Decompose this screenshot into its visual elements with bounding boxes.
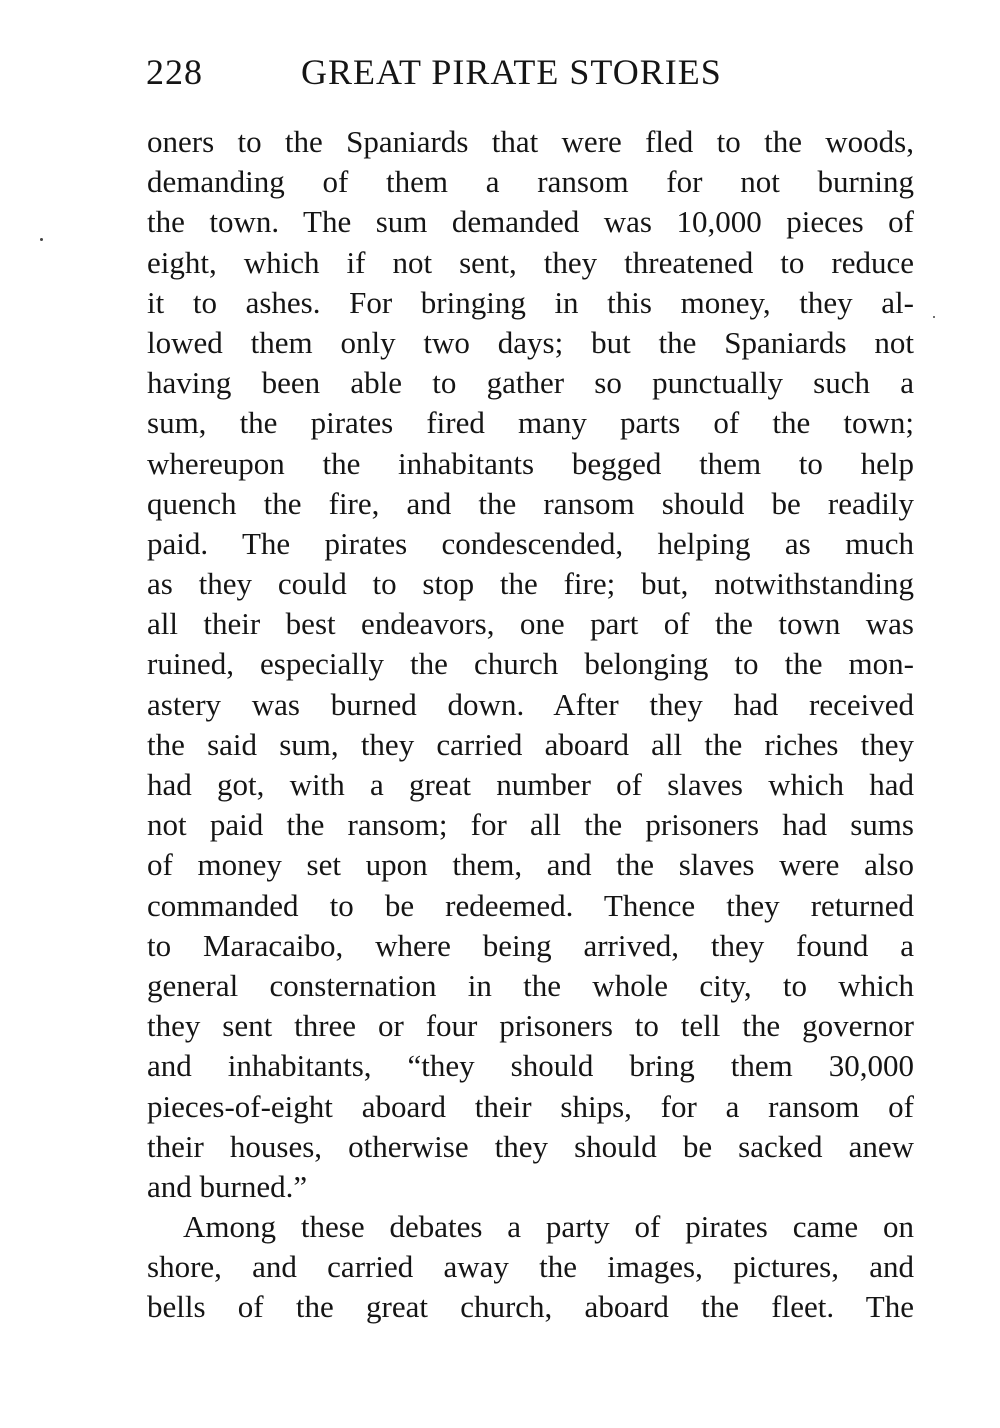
text-line: astery was burned down. After they had received [147, 686, 914, 722]
text-line: lowed them only two days; but the Spaniards not [147, 324, 914, 360]
text-line: not paid the ransom; for all the prisoners had sums [147, 807, 914, 843]
text-line: oners to the Spaniards that were fled to the woods, [147, 124, 914, 159]
text-line: Among these debates a party of pirates came on [183, 1209, 914, 1245]
text-line: having been able to gather so punctually such a [147, 365, 914, 401]
text-line: general consternation in the whole city, to which [147, 967, 914, 1003]
text-line: as they could to stop the fire; but, notwithstanding [147, 566, 914, 602]
text-line: had got, with a great number of slaves which had [147, 767, 914, 802]
text-line: ruined, especially the church belonging to the mon- [147, 646, 914, 682]
text-line: of money set upon them, and the slaves were also [147, 847, 914, 883]
text-line: quench the fire, and the ransom should be readily [147, 485, 914, 521]
text-line: demanding of them a ransom for not burning [147, 164, 914, 200]
text-line: bells of the great church, aboard the fleet. The [147, 1289, 914, 1325]
text-line: whereupon the inhabitants begged them to help [147, 445, 914, 481]
running-head [146, 49, 916, 95]
paragraph-2 [147, 1207, 914, 1328]
paragraph-1 [147, 122, 914, 1207]
text-line: the town. The sum demanded was 10,000 pieces of [147, 204, 914, 240]
text-line: their houses, otherwise they should be sacked anew [147, 1128, 914, 1164]
text-line: shore, and carried away the images, pictures, and [147, 1249, 914, 1285]
text-line: the said sum, they carried aboard all the riches they [147, 726, 914, 762]
text-line: commanded to be redeemed. Thence they returned [147, 887, 914, 923]
text-line: eight, which if not sent, they threatened to reduce [147, 244, 914, 280]
text-line: and inhabitants, “they should bring them 30,000 [147, 1048, 914, 1084]
text-line: pieces-of-eight aboard their ships, for a ransom of [147, 1088, 914, 1124]
running-title: GREAT PIRATE STORIES [301, 52, 722, 92]
text-line: sum, the pirates fired many parts of the town; [147, 405, 914, 441]
text-line: to Maracaibo, where being arrived, they found a [147, 927, 914, 963]
text-line: paid. The pirates condescended, helping as much [147, 525, 914, 561]
scan-speck [933, 316, 935, 318]
scan-speck [40, 238, 43, 241]
text-line: all their best endeavors, one part of the town was [147, 606, 914, 642]
text-line: they sent three or four prisoners to tell the governor [147, 1008, 914, 1044]
text-line: it to ashes. For bringing in this money, they al- [147, 284, 914, 320]
page-number: 228 [146, 52, 203, 92]
text-line: and burned.” [147, 1168, 308, 1204]
body-text [147, 122, 914, 1328]
